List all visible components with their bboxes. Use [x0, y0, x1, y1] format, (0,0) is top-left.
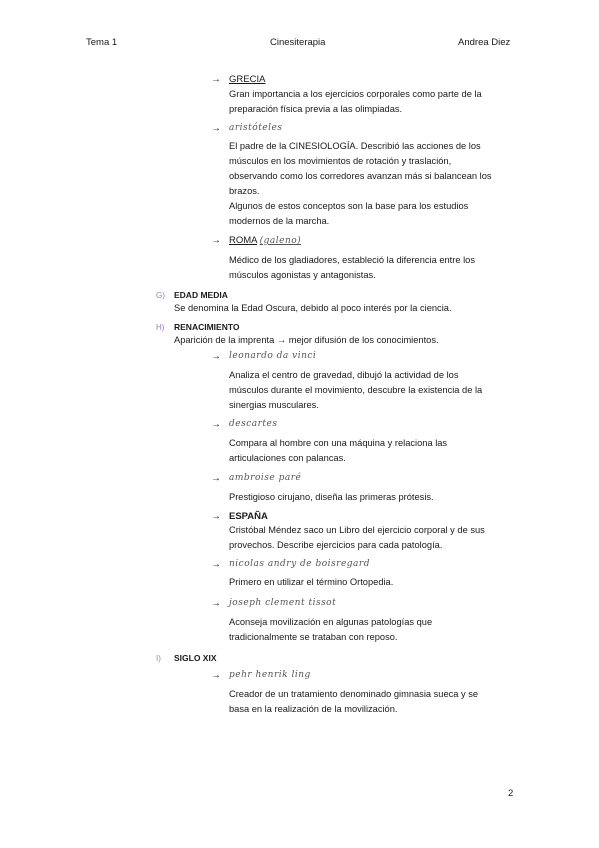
section-letter: G) — [156, 291, 165, 300]
section-edad-media — [156, 289, 516, 319]
item-title-handwritten: pehr henrik ling — [229, 670, 311, 680]
item-description: Compara al hombre con una máquina y relaciona las articulaciones con palancas. — [229, 438, 448, 463]
item-title-handwritten: aristóteles — [229, 123, 283, 133]
arrow-icon: → — [211, 670, 221, 681]
item-description: Cristóbal Méndez saco un Libro del ejercicio corporal y de sus provechos. Describe ejercicios para cada patología. — [229, 525, 485, 550]
header-author: Andrea Diez — [458, 37, 511, 48]
arrow-icon: → — [211, 419, 221, 430]
section-text: Aparición de la imprenta → mejor difusión de los conocimientos. — [174, 335, 439, 345]
arrow-icon: → — [211, 559, 221, 570]
item-description: Creador de un tratamiento denominado gimnasia sueca y se basa en la realización de la movilización. — [229, 689, 479, 714]
section-renacimiento — [156, 321, 516, 351]
item-title-handwritten: joseph clement tissot — [229, 598, 337, 608]
item-description: Prestigioso cirujano, diseña las primeras prótesis. — [229, 492, 434, 502]
section-title: RENACIMIENTO — [174, 322, 240, 332]
arrow-icon: → — [211, 598, 221, 609]
arrow-icon: → — [211, 74, 221, 85]
item-description: Analiza el centro de gravedad, dibujó la actividad de los músculos durante el movimiento, descubre la existencia de la sinergias musculares. — [229, 370, 483, 410]
header-topic: Tema 1 — [86, 37, 118, 48]
page-header — [0, 37, 599, 51]
item-title-handwritten: ambroise paré — [229, 473, 302, 483]
section-title: EDAD MEDIA — [174, 290, 228, 300]
arrow-icon: → — [211, 351, 221, 362]
item-description: Médico de los gladiadores, estableció la diferencia entre los músculos agonistas y antagonistas. — [229, 255, 475, 280]
item-title: ESPAÑA — [229, 511, 268, 522]
arrow-icon: → — [211, 123, 221, 134]
item-description: El padre de la CINESIOLOGÍA. Describió las acciones de los músculos en los movimientos de rotación y traslación, observando como los corredores avanzan más si balancean los brazos. Algunos de estos conceptos son la base para los estudios modernos de la marcha. — [229, 141, 492, 226]
arrow-icon: → — [211, 511, 221, 522]
item-title-handwritten: descartes — [229, 419, 278, 429]
arrow-icon: → — [211, 473, 221, 484]
section-letter: H) — [156, 323, 165, 332]
item-description: Primero en utilizar el término Ortopedia. — [229, 577, 394, 587]
section-siglo-xix — [156, 652, 516, 666]
item-description: Aconseja movilización en algunas patologías que tradicionalmente se trataban con reposo. — [229, 617, 433, 642]
section-text: Se denomina la Edad Oscura, debido al poco interés por la ciencia. — [174, 303, 452, 313]
item-title-handwritten: nicolas andry de boisregard — [229, 559, 370, 569]
header-subject: Cinesiterapia — [270, 37, 326, 48]
item-title: ROMA (galeno) — [229, 235, 302, 246]
section-letter: I) — [156, 654, 161, 663]
page-number: 2 — [508, 788, 514, 799]
item-title-handwritten: leonardo da vinci — [229, 351, 317, 361]
item-title: GRECIA — [229, 74, 266, 85]
arrow-icon: → — [211, 235, 221, 246]
section-title: SIGLO XIX — [174, 653, 217, 663]
item-description: Gran importancia a los ejercicios corporales como parte de la preparación física previa a las olimpiadas. — [229, 89, 482, 114]
